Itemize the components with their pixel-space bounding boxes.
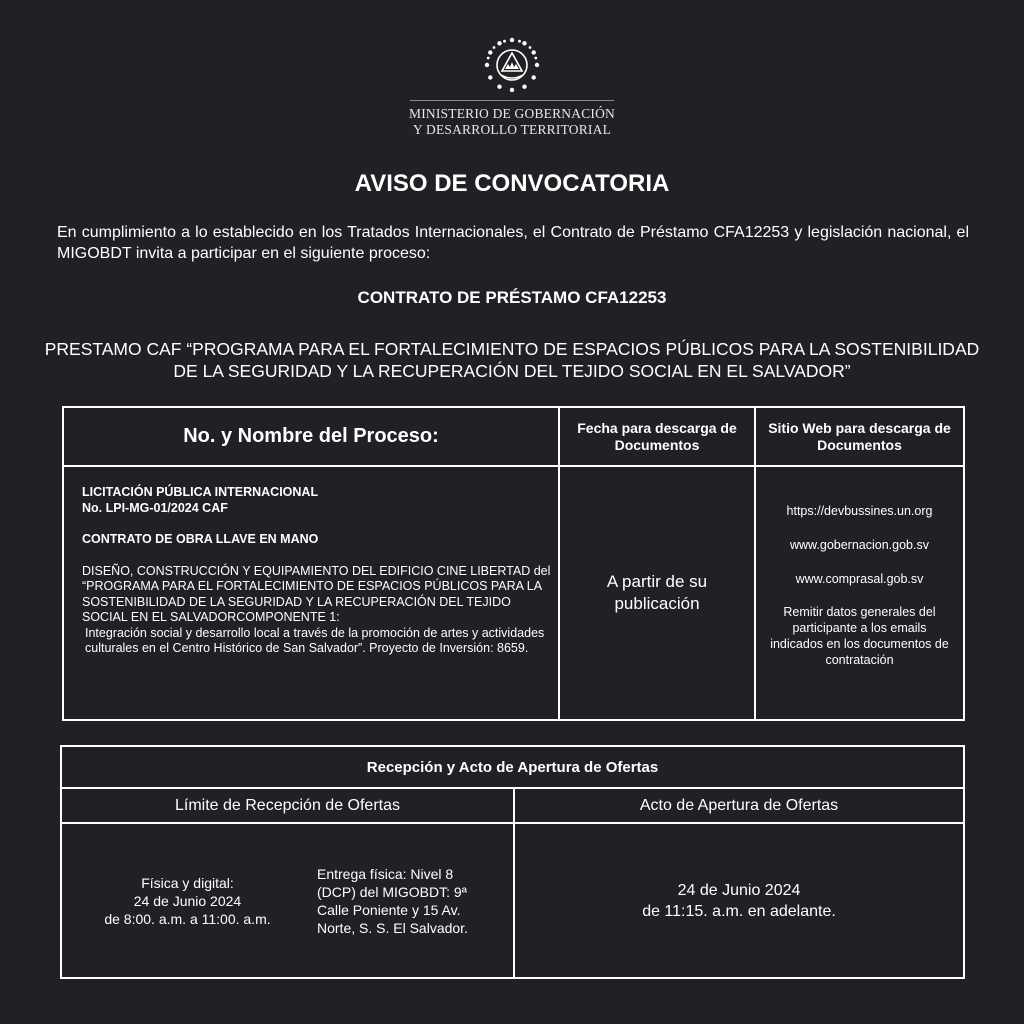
process-type: LICITACIÓN PÚBLICA INTERNACIONAL	[82, 485, 319, 499]
process-table	[62, 406, 965, 721]
website-link[interactable]: https://devbussines.un.org	[786, 504, 933, 518]
download-date: A partir de su publicación	[606, 572, 708, 613]
ministry-name-line1: MINISTERIO DE GOBERNACIÓN	[409, 106, 615, 121]
reception-date: 24 de Junio 2024	[133, 892, 242, 909]
reception-time: de 8:00. a.m. a 11:00. a.m.	[104, 910, 271, 927]
process-description: DISEÑO, CONSTRUCCIÓN Y EQUIPAMIENTO DEL EDIFICIO CINE LIBERTAD del “PROGRAMA PARA EL FORTALECIMIENTO DE ESPACIOS PÚBLICOS PARA LA SOSTENIBILIDAD DE LA SEGURIDAD Y LA RECUPERACIÓN DEL TEJIDO SOCIAL EN EL SALVADORCOMPONENTE 1:	[82, 563, 551, 624]
process-details	[82, 485, 554, 657]
program-name: PRESTAMO CAF “PROGRAMA PARA EL FORTALECIMIENTO DE ESPACIOS PÚBLICOS PARA LA SOSTENIBILIDAD DE LA SEGURIDAD Y LA RECUPERACIÓN DEL TEJIDO SOCIAL EN EL SALVADOR”	[44, 339, 980, 381]
opening-time: de 11:15. a.m. en adelante.	[642, 902, 836, 920]
process-column-header: No. y Nombre del Proceso:	[183, 425, 439, 447]
reception-limit-cell	[62, 824, 313, 977]
header	[0, 36, 1024, 138]
download-date-cell	[560, 467, 754, 719]
offers-table-title: Recepción y Acto de Apertura de Ofertas	[366, 758, 659, 776]
process-number: No. LPI-MG-01/2024 CAF	[82, 500, 228, 515]
page-title: AVISO DE CONVOCATORIA	[354, 170, 670, 197]
offers-table	[60, 745, 965, 979]
opening-date: 24 de Junio 2024	[677, 881, 801, 899]
header-divider	[410, 100, 614, 101]
website-column-header-text: Sitio Web para descarga de Documentos	[768, 419, 951, 453]
delivery-address-cell	[317, 824, 487, 977]
delivery-address: Entrega física: Nivel 8 (DCP) del MIGOBDT: 9ª Calle Poniente y 15 Av. Norte, S. S. El Salvador.	[317, 865, 468, 936]
loan-contract-subtitle: CONTRATO DE PRÉSTAMO CFA12253	[357, 288, 667, 307]
date-column-header	[560, 408, 754, 465]
ministry-name-line2: Y DESARROLLO TERRITORIAL	[412, 122, 612, 137]
date-column-header-text: Fecha para descarga de Documentos	[577, 419, 737, 453]
intro-paragraph: En cumplimiento a lo establecido en los Tratados Internacionales, el Contrato de Préstamo CFA12253 y legislación nacional, el MIGOBDT invita a participar en el siguiente proceso:	[57, 224, 969, 262]
opening-column-header: Acto de Apertura de Ofertas	[639, 796, 839, 814]
email-instruction: Remitir datos generales del participante a los emails indicados en los documentos de contratación	[770, 605, 949, 667]
coat-of-arms-icon	[483, 36, 541, 94]
process-component: Integración social y desarrollo local a través de la promoción de artes y actividades culturales en el Centro Histórico de San Salvador”. Proyecto de Inversión: 8659.	[85, 625, 545, 655]
opening-act-cell	[515, 824, 963, 977]
reception-mode: Física y digital:	[141, 874, 234, 891]
contract-type: CONTRATO DE OBRA LLAVE EN MANO	[82, 532, 319, 546]
website-cell	[756, 467, 963, 719]
website-link[interactable]: www.comprasal.gob.sv	[795, 572, 924, 586]
website-link[interactable]: www.gobernacion.gob.sv	[790, 538, 929, 552]
limit-column-header: Límite de Recepción de Ofertas	[174, 796, 400, 814]
website-column-header	[756, 408, 963, 465]
